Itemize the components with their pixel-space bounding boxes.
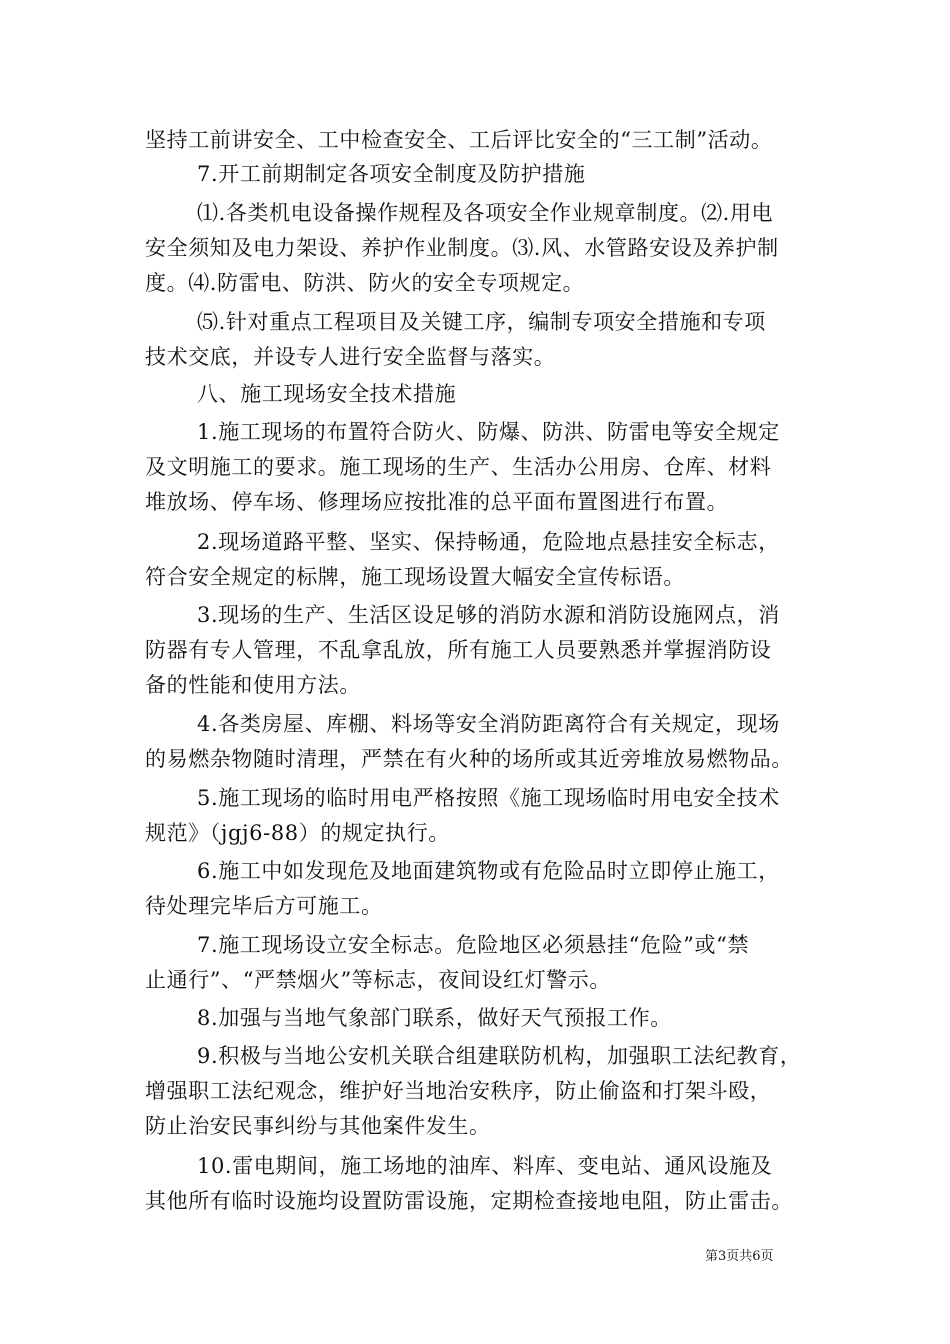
text-line: 其他所有临时设施均设置防雷设施，定期检查接地电阻，防止雷击。 [145, 1189, 793, 1213]
text-line: 止通行”、“严禁烟火”等标志，夜间设红灯警示。 [145, 968, 612, 992]
text-line: 1.施工现场的布置符合防火、防爆、防洪、防雷电等安全规定 [197, 420, 780, 444]
text-line: 增强职工法纪观念，维护好当地治安秩序，防止偷盗和打架斗殴， [145, 1079, 772, 1103]
text-line: 符合安全规定的标牌，施工现场设置大幅安全宣传标语。 [145, 565, 685, 589]
page-number: 第3页共6页 [705, 1249, 774, 1264]
text-line: 及文明施工的要求。施工现场的生产、生活办公用房、仓库、材料 [145, 455, 772, 479]
text-line: 4.各类房屋、库棚、料场等安全消防距离符合有关规定，现场 [197, 712, 780, 736]
section-heading: 八、施工现场安全技术措施 [197, 382, 457, 406]
text-line: 技术交底，并设专人进行安全监督与落实。 [145, 345, 556, 369]
text-line: 堆放场、停车场、修理场应按批准的总平面布置图进行布置。 [145, 490, 729, 514]
text-line: 9.积极与当地公安机关联合组建联防机构，加强职工法纪教育， [197, 1044, 802, 1068]
text-line: 8.加强与当地气象部门联系，做好天气预报工作。 [197, 1006, 672, 1030]
text-line: 度。⑷.防雷电、防洪、防火的安全专项规定。 [145, 271, 585, 295]
text-line: 10.雷电期间，施工场地的油库、料库、变电站、通风设施及 [197, 1154, 773, 1178]
text-line: 5.施工现场的临时用电严格按照《施工现场临时用电安全技术 [197, 786, 780, 810]
text-line: 备的性能和使用方法。 [145, 673, 361, 697]
text-line: 防止治安民事纠纷与其他案件发生。 [145, 1114, 491, 1138]
text-line: 7.开工前期制定各项安全制度及防护措施 [197, 162, 586, 186]
text-line: 3.现场的生产、生活区设足够的消防水源和消防设施网点，消 [197, 603, 780, 627]
text-line: 待处理完毕后方可施工。 [145, 894, 383, 918]
text-line: ⑸.针对重点工程项目及关键工序，编制专项安全措施和专项 [197, 310, 766, 334]
text-line: 的易燃杂物随时清理，严禁在有火种的场所或其近旁堆放易燃物品。 [145, 747, 793, 771]
text-line: 6.施工中如发现危及地面建筑物或有危险品时立即停止施工， [197, 859, 780, 883]
text-line: 防器有专人管理，不乱拿乱放，所有施工人员要熟悉并掌握消防设 [145, 638, 772, 662]
text-line: 安全须知及电力架设、养护作业制度。⑶.风、水管路安设及养护制 [145, 236, 779, 260]
text-line: 2.现场道路平整、坚实、保持畅通，危险地点悬挂安全标志， [197, 530, 780, 554]
text-line: ⑴.各类机电设备操作规程及各项安全作业规章制度。⑵.用电 [197, 201, 774, 225]
text-line: 坚持工前讲安全、工中检查安全、工后评比安全的“三工制”活动。 [145, 128, 773, 152]
text-line: 7.施工现场设立安全标志。危险地区必须悬挂“危险”或“禁 [197, 933, 750, 957]
text-line: 规范》（jgj6-88）的规定执行。 [145, 821, 450, 845]
